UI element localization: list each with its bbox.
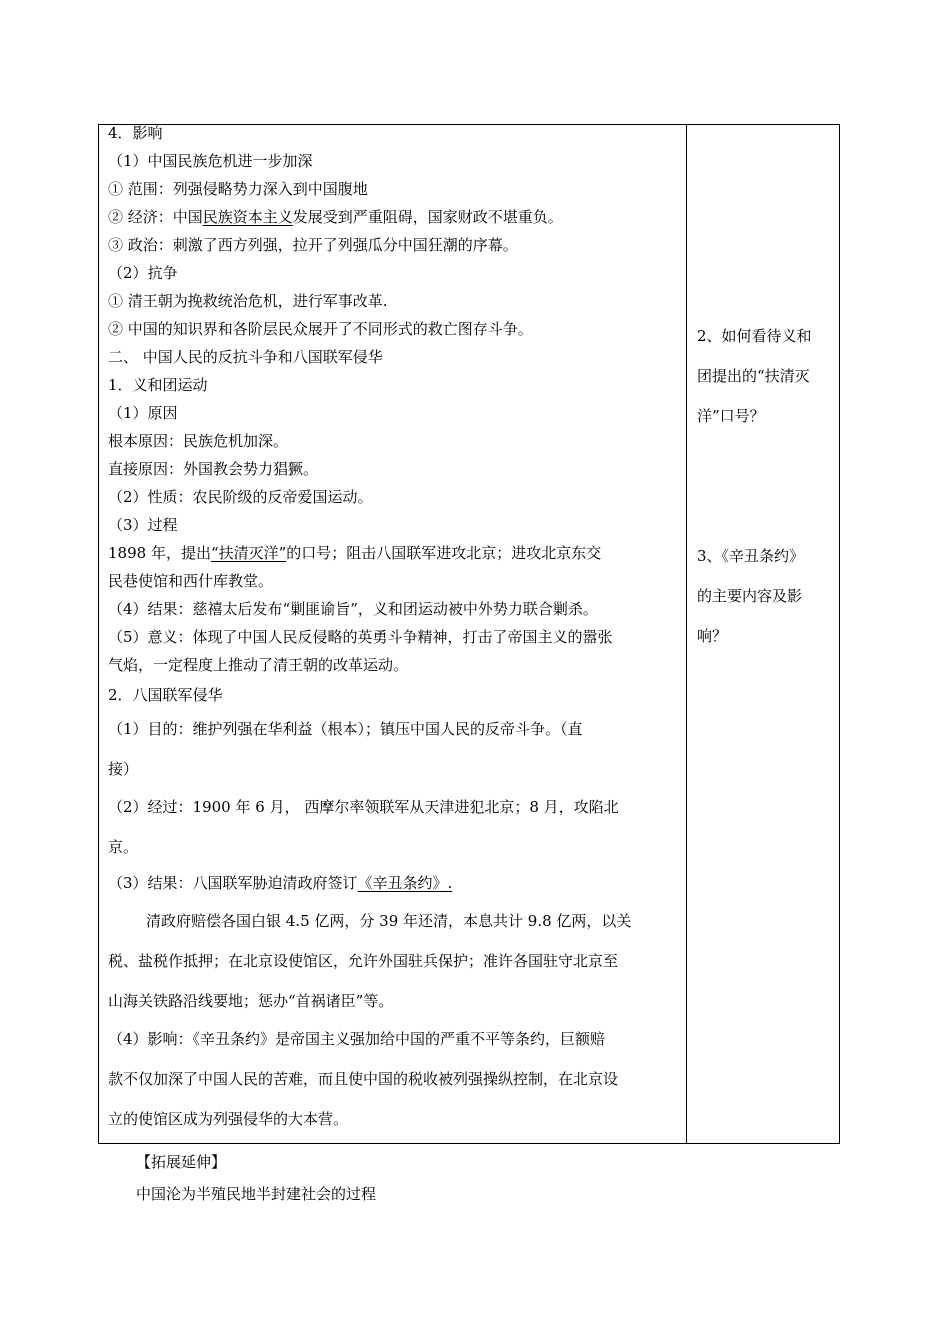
point-economy-pre: ② 经济：中国: [108, 208, 203, 226]
nature: （2）性质：农民阶级的反帝爱国运动。: [108, 488, 373, 506]
section-heading-resistance: 二、 中国人民的反抗斗争和八国联军侵华: [108, 348, 383, 366]
heading-eight-nation-alliance: 2．八国联军侵华: [108, 686, 223, 704]
point-economy: [108, 207, 563, 227]
subheading-struggle: （2）抗争: [108, 264, 178, 282]
direct-cause: 直接原因：外国教会势力猖獗。: [108, 460, 319, 478]
root-cause: 根本原因：民族危机加深。: [108, 432, 289, 450]
question-2-line-1: 2、如何看待义和: [697, 327, 812, 345]
process-line-2: 民巷使馆和西什库教堂。: [108, 572, 274, 590]
impact-line-3: 立的使馆区成为列强侵华的大本营。: [108, 1110, 349, 1128]
heading-boxer-movement: 1．义和团运动: [108, 376, 208, 394]
question-2: [697, 326, 835, 446]
significance-line-2: 气焰，一定程度上推动了清王朝的改革运动。: [108, 656, 409, 674]
process-pre: 1898 年，提出: [108, 544, 211, 562]
question-3-line-3: 响？: [697, 627, 728, 645]
result: （4）结果：慈禧太后发布“剿匪谕旨”，义和团运动被中外势力联合剿杀。: [108, 600, 598, 618]
impact-line-1: （4）影响：《辛丑条约》是帝国主义强加给中国的严重不平等条约，巨额赔: [108, 1030, 606, 1048]
section-heading-influence: 4．影响: [108, 124, 163, 142]
question-3-line-1: 3、《辛丑条约》: [697, 547, 805, 565]
subheading-crisis: （1）中国民族危机进一步加深: [108, 152, 313, 170]
column-divider: [686, 124, 687, 1144]
underlined-national-capitalism: 民族资本主义: [202, 208, 293, 226]
treaty-content-line-1: 清政府赔偿各国白银 4.5 亿两，分 39 年还清，本息共计 9.8 亿两，以关: [146, 912, 632, 930]
point-military-reform: ① 清王朝为挽救统治危机，进行军事改革.: [108, 292, 388, 310]
treaty-result: [108, 873, 452, 893]
purpose-line-1: （1）目的：维护列强在华利益（根本）；镇压中国人民的反帝斗争。（直: [108, 720, 583, 738]
point-scope: ① 范围：列强侵略势力深入到中国腹地: [108, 180, 368, 198]
treaty-result-pre: （3）结果：八国联军胁迫清政府签订: [108, 874, 358, 892]
question-3-line-2: 的主要内容及影: [697, 587, 803, 605]
treaty-content-line-3: 山海关铁路沿线要地；惩办“首祸诸臣”等。: [108, 992, 394, 1010]
point-politics: ③ 政治：刺激了西方列强，拉开了列强瓜分中国狂潮的序幕。: [108, 236, 518, 254]
treaty-content-line-2: 税、盐税作抵押；在北京设使馆区，允许外国驻兵保护；准许各国驻守北京至: [108, 952, 619, 970]
purpose-line-2: 接）: [108, 760, 139, 778]
subheading-causes: （1）原因: [108, 404, 178, 422]
question-3: [697, 546, 835, 666]
significance-line-1: （5）意义：体现了中国人民反侵略的英勇斗争精神，打击了帝国主义的嚣张: [108, 628, 613, 646]
point-economy-post: 发展受到严重阻碍，国家财政不堪重负。: [292, 208, 563, 226]
course-line-2: 京。: [108, 838, 139, 856]
underlined-slogan: “扶清灭洋”: [210, 544, 287, 562]
point-national-salvation: ② 中国的知识界和各阶层民众展开了不同形式的救亡图存斗争。: [108, 320, 533, 338]
underlined-treaty-name: 《辛丑条约》.: [357, 874, 453, 892]
course-line-1: （2）经过：1900 年 6 月， 西摩尔率领联军从天津进犯北京；8 月，攻陷北: [108, 798, 619, 816]
subheading-process: （3）过程: [108, 516, 178, 534]
question-2-line-3: 洋”口号？: [697, 407, 765, 425]
extension-heading: 【拓展延伸】: [136, 1153, 227, 1171]
question-2-line-2: 团提出的“扶清灭: [697, 367, 810, 385]
extension-text: 中国沦为半殖民地半封建社会的过程: [136, 1185, 377, 1203]
process-line-1: [108, 543, 601, 563]
impact-line-2: 款不仅加深了中国人民的苦难，而且使中国的税收被列强操纵控制，在北京设: [108, 1070, 619, 1088]
process-post: 的口号；阻击八国联军进攻北京；进攻北京东交: [286, 544, 602, 562]
